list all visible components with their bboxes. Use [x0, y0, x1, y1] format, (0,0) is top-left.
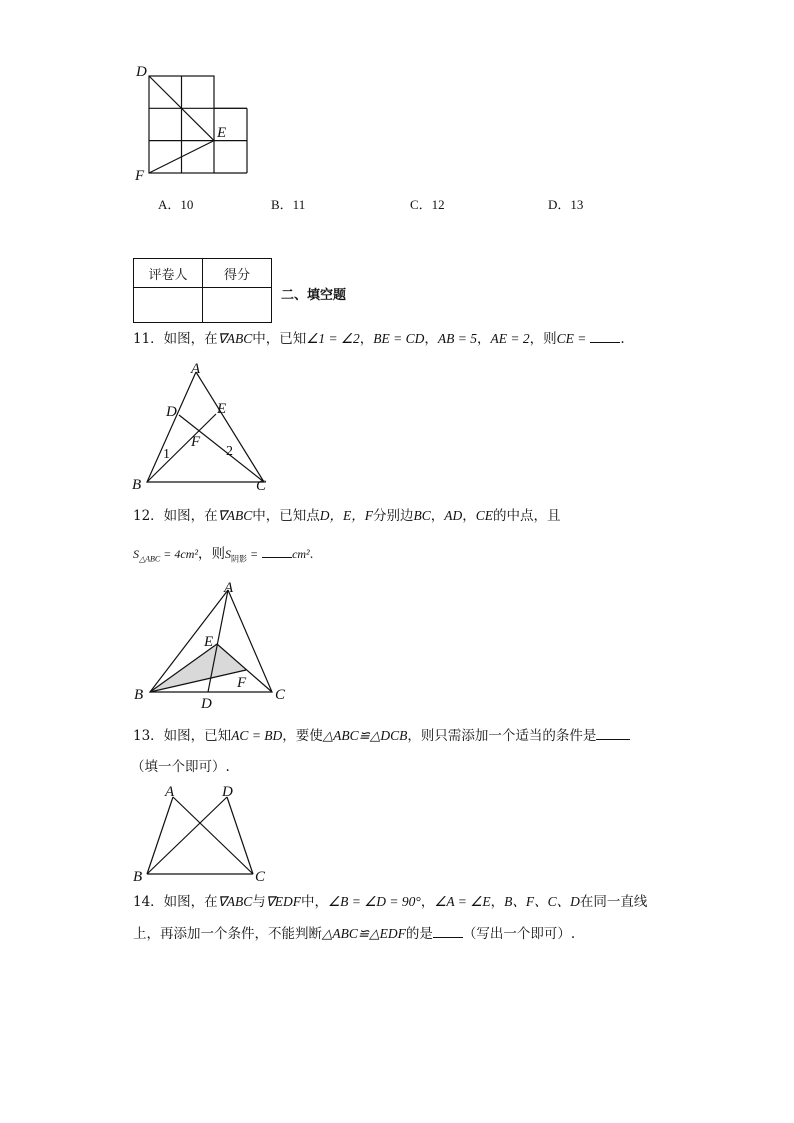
- quadrilateral-figure-13: [130, 782, 270, 886]
- label-b: B: [132, 477, 142, 493]
- answer-blank-12[interactable]: [262, 545, 292, 558]
- label-c: C: [256, 478, 267, 494]
- triangle-figure-11: [130, 358, 280, 494]
- option-b[interactable]: B．11: [271, 197, 306, 212]
- label-f: F: [191, 434, 201, 450]
- label-f: F: [237, 675, 247, 691]
- label-d: D: [136, 64, 147, 80]
- question-12-line2: $S_{\triangle ABC} = 4cm^2$，则$S_{阴影} = cm^2$.: [133, 546, 314, 564]
- grid-figure: [130, 60, 260, 188]
- label-e: E: [204, 634, 214, 650]
- question-13-line1: 13．如图，已知AC = BD，要使△ABC≌△DCB，则只需添加一个适当的条件是: [133, 727, 630, 745]
- question-14-line2: 上，再添加一个条件，不能判断△ABC≌△EDF的是 （写出一个即可）.: [133, 926, 576, 942]
- label-b: B: [133, 869, 143, 885]
- reviewer-cell[interactable]: [134, 288, 203, 323]
- question-13-line2: （填一个即可）.: [131, 759, 230, 775]
- option-a[interactable]: A．10: [158, 197, 194, 212]
- answer-blank-14[interactable]: [433, 925, 463, 938]
- label-d: D: [166, 404, 177, 420]
- label-a: A: [191, 361, 201, 377]
- answer-blank-13[interactable]: [596, 727, 630, 740]
- label-angle-2: 2: [226, 444, 233, 459]
- label-a: A: [165, 784, 175, 800]
- score-cell[interactable]: [203, 288, 272, 323]
- label-angle-1: 1: [163, 447, 170, 462]
- option-d[interactable]: D．13: [548, 197, 584, 212]
- label-e: E: [217, 125, 227, 141]
- label-e: E: [217, 401, 227, 417]
- answer-blank-11[interactable]: [590, 330, 620, 343]
- question-11: 11．如图，在∇ABC中，已知∠1 = ∠2，BE = CD，AB = 5，AE = 2，则CE = .: [133, 331, 625, 347]
- label-b: B: [134, 687, 144, 703]
- question-14-line1: 14．如图，在∇ABC与∇EDF中，∠B = ∠D = 90°，∠A = ∠E，B、F、C、D在同一直线: [133, 894, 648, 910]
- label-d: D: [222, 784, 233, 800]
- score-table: [133, 258, 272, 323]
- label-a: A: [224, 580, 234, 596]
- reviewer-header: 评卷人: [134, 259, 203, 288]
- section-title: 二、填空题: [281, 288, 347, 303]
- score-header: 得分: [203, 259, 272, 288]
- label-d: D: [201, 696, 212, 710]
- label-f: F: [135, 168, 145, 184]
- triangle-figure-12: [130, 578, 295, 710]
- label-c: C: [255, 869, 266, 885]
- label-c: C: [275, 687, 286, 703]
- question-12-line1: 12．如图，在∇ABC中，已知点D，E，F分别边BC，AD，CE的中点，且: [133, 508, 561, 524]
- option-c[interactable]: C．12: [410, 197, 445, 212]
